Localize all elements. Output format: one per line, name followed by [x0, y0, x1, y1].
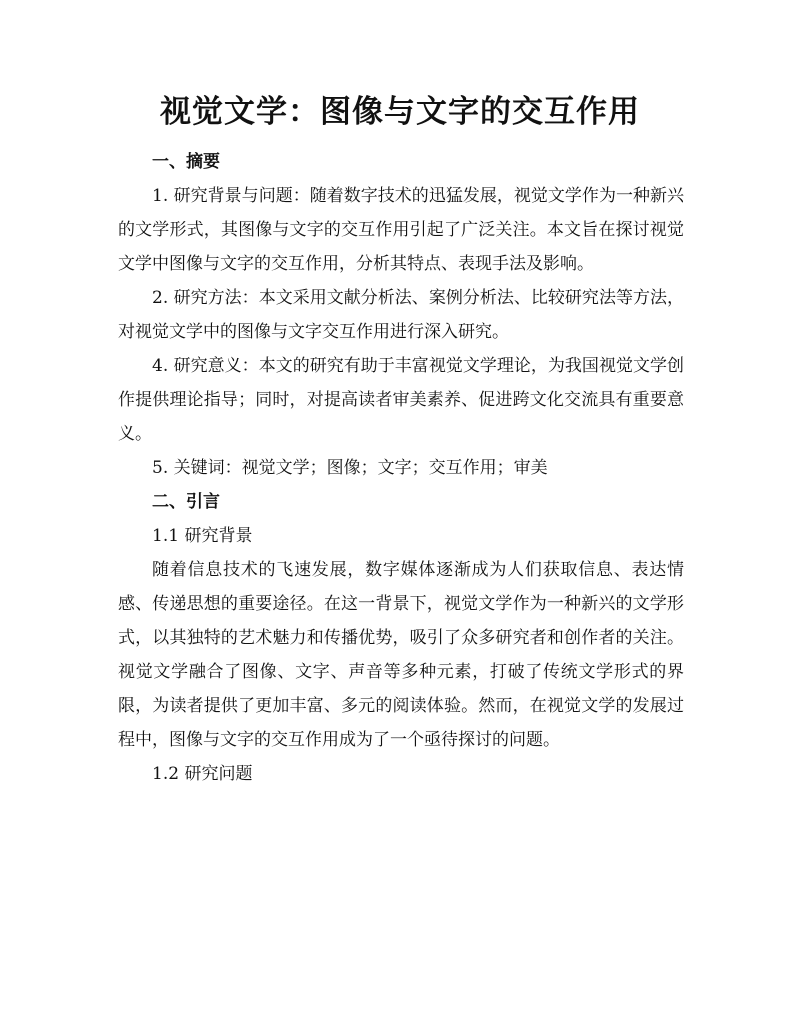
section-heading-abstract: 一、摘要 — [152, 152, 220, 172]
abstract-item-background: 1. 研究背景与问题：随着数字技术的迅猛发展，视觉文学作为一种新兴的文学形式，其图像与文字的交互作用引起了广泛关注。本文旨在探讨视觉文学中图像与文字的交互作用，分析其特点、表现手法及影响。 — [118, 186, 684, 274]
subsection-heading-questions: 1.2 研究问题 — [152, 764, 253, 784]
abstract-item-keywords: 5. 关键词：视觉文学；图像；文字；交互作用；审美 — [152, 458, 548, 478]
subsection-heading-background: 1.1 研究背景 — [152, 526, 253, 546]
abstract-item-method: 2. 研究方法：本文采用文献分析法、案例分析法、比较研究法等方法，对视觉文学中的图像与文字交互作用进行深入研究。 — [118, 288, 684, 342]
document-title: 视觉文学：图像与文字的交互作用 — [160, 94, 640, 130]
section-heading-introduction: 二、引言 — [152, 492, 220, 512]
document-body — [118, 145, 684, 791]
abstract-item-significance: 4. 研究意义：本文的研究有助于丰富视觉文学理论，为我国视觉文学创作提供理论指导；同时，对提高读者审美素养、促进跨文化交流具有重要意义。 — [118, 356, 684, 444]
background-paragraph: 随着信息技术的飞速发展，数字媒体逐渐成为人们获取信息、表达情感、传递思想的重要途径。在这一背景下，视觉文学作为一种新兴的文学形式，以其独特的艺术魅力和传播优势，吸引了众多研究者和创作者的关注。视觉文学融合了图像、文字、声音等多种元素，打破了传统文学形式的界限，为读者提供了更加丰富、多元的阅读体验。然而，在视觉文学的发展过程中，图像与文字的交互作用成为了一个亟待探讨的问题。 — [118, 560, 684, 750]
